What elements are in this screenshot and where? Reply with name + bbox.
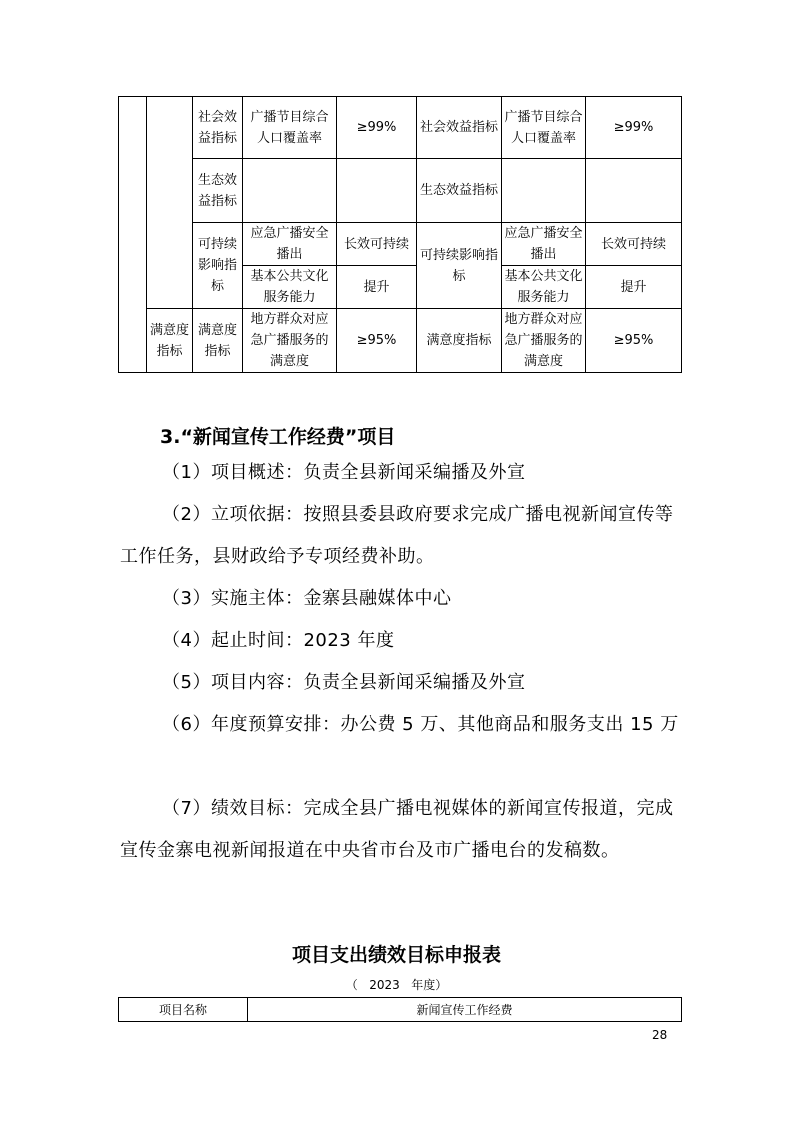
- paragraph: [120, 452, 680, 494]
- indicator-name-cell: 应急广播安全播出: [243, 223, 337, 266]
- paragraph: [120, 788, 680, 872]
- right-indicator-value-cell: ≥95%: [586, 309, 682, 373]
- paragraph-text: （5）项目内容：负责全县新闻采编播及外宣: [162, 672, 526, 693]
- table-row: [119, 998, 682, 1022]
- indicator-name-cell: 基本公共文化服务能力: [243, 266, 337, 309]
- level2-cell: [147, 97, 193, 309]
- paragraph-text: （1）项目概述：负责全县新闻采编播及外宣: [162, 462, 526, 483]
- level2-cell: 满意度指标: [147, 309, 193, 373]
- right-indicator-value-cell: ≥99%: [586, 97, 682, 159]
- paragraph-text: （7）绩效目标：完成全县广播电视媒体的新闻宣传报道，完成宣传金寨电视新闻报道在中央省市台及市广播电台的发稿数。: [120, 798, 674, 861]
- indicator-name-cell: 广播节目综合人口覆盖率: [243, 97, 337, 159]
- page-number: 28: [652, 1028, 668, 1042]
- performance-indicator-table: [118, 96, 682, 373]
- right-indicator-name-cell: 基本公共文化服务能力: [502, 266, 586, 309]
- right-category-cell: 可持续影响指标: [417, 223, 502, 309]
- paragraph: [120, 578, 680, 620]
- indicator-name-cell: [243, 159, 337, 223]
- level3-cell: 可持续影响指标: [193, 223, 243, 309]
- right-indicator-name-cell: 地方群众对应急广播服务的满意度: [502, 309, 586, 373]
- indicator-name-cell: 地方群众对应急广播服务的满意度: [243, 309, 337, 373]
- form-year: （ 2023 年度）: [345, 978, 448, 992]
- paragraph-text: （2）立项依据：按照县委县政府要求完成广播电视新闻宣传等工作任务，县财政给予专项经费补助。: [120, 504, 674, 567]
- indicator-value-cell: 长效可持续: [337, 223, 417, 266]
- right-indicator-value-cell: 提升: [586, 266, 682, 309]
- table-row: [119, 309, 682, 373]
- right-indicator-name-cell: [502, 159, 586, 223]
- indicator-value-cell: [337, 159, 417, 223]
- right-category-cell: 满意度指标: [417, 309, 502, 373]
- paragraph-text: （6）年度预算安排：办公费 5 万、其他商品和服务支出 15 万: [162, 714, 679, 735]
- paragraph: [120, 620, 680, 662]
- indicator-value-cell: ≥99%: [337, 97, 417, 159]
- table-row: [119, 159, 682, 223]
- table-row: [119, 97, 682, 159]
- indicator-value-cell: ≥95%: [337, 309, 417, 373]
- indicator-value-cell: 提升: [337, 266, 417, 309]
- project-form-table: [118, 997, 682, 1022]
- paragraph: [120, 494, 680, 578]
- right-indicator-value-cell: [586, 159, 682, 223]
- project-name-value: 新闻宣传工作经费: [248, 998, 682, 1022]
- right-indicator-name-cell: 广播节目综合人口覆盖率: [502, 97, 586, 159]
- right-category-cell: 生态效益指标: [417, 159, 502, 223]
- level1-cell: [119, 97, 147, 373]
- section-heading: 3.“新闻宣传工作经费”项目: [160, 426, 396, 448]
- level3-cell: 满意度指标: [193, 309, 243, 373]
- paragraph: [120, 704, 680, 746]
- form-title: 项目支出绩效目标申报表: [291, 944, 501, 966]
- table-row: [119, 223, 682, 266]
- level3-cell: 生态效益指标: [193, 159, 243, 223]
- paragraph-text: （4）起止时间：2023 年度: [162, 630, 395, 651]
- right-indicator-value-cell: 长效可持续: [586, 223, 682, 266]
- level3-cell: 社会效益指标: [193, 97, 243, 159]
- paragraph: [120, 662, 680, 704]
- right-category-cell: 社会效益指标: [417, 97, 502, 159]
- project-name-label: 项目名称: [119, 998, 248, 1022]
- right-indicator-name-cell: 应急广播安全播出: [502, 223, 586, 266]
- paragraph-text: （3）实施主体：金寨县融媒体中心: [162, 588, 452, 609]
